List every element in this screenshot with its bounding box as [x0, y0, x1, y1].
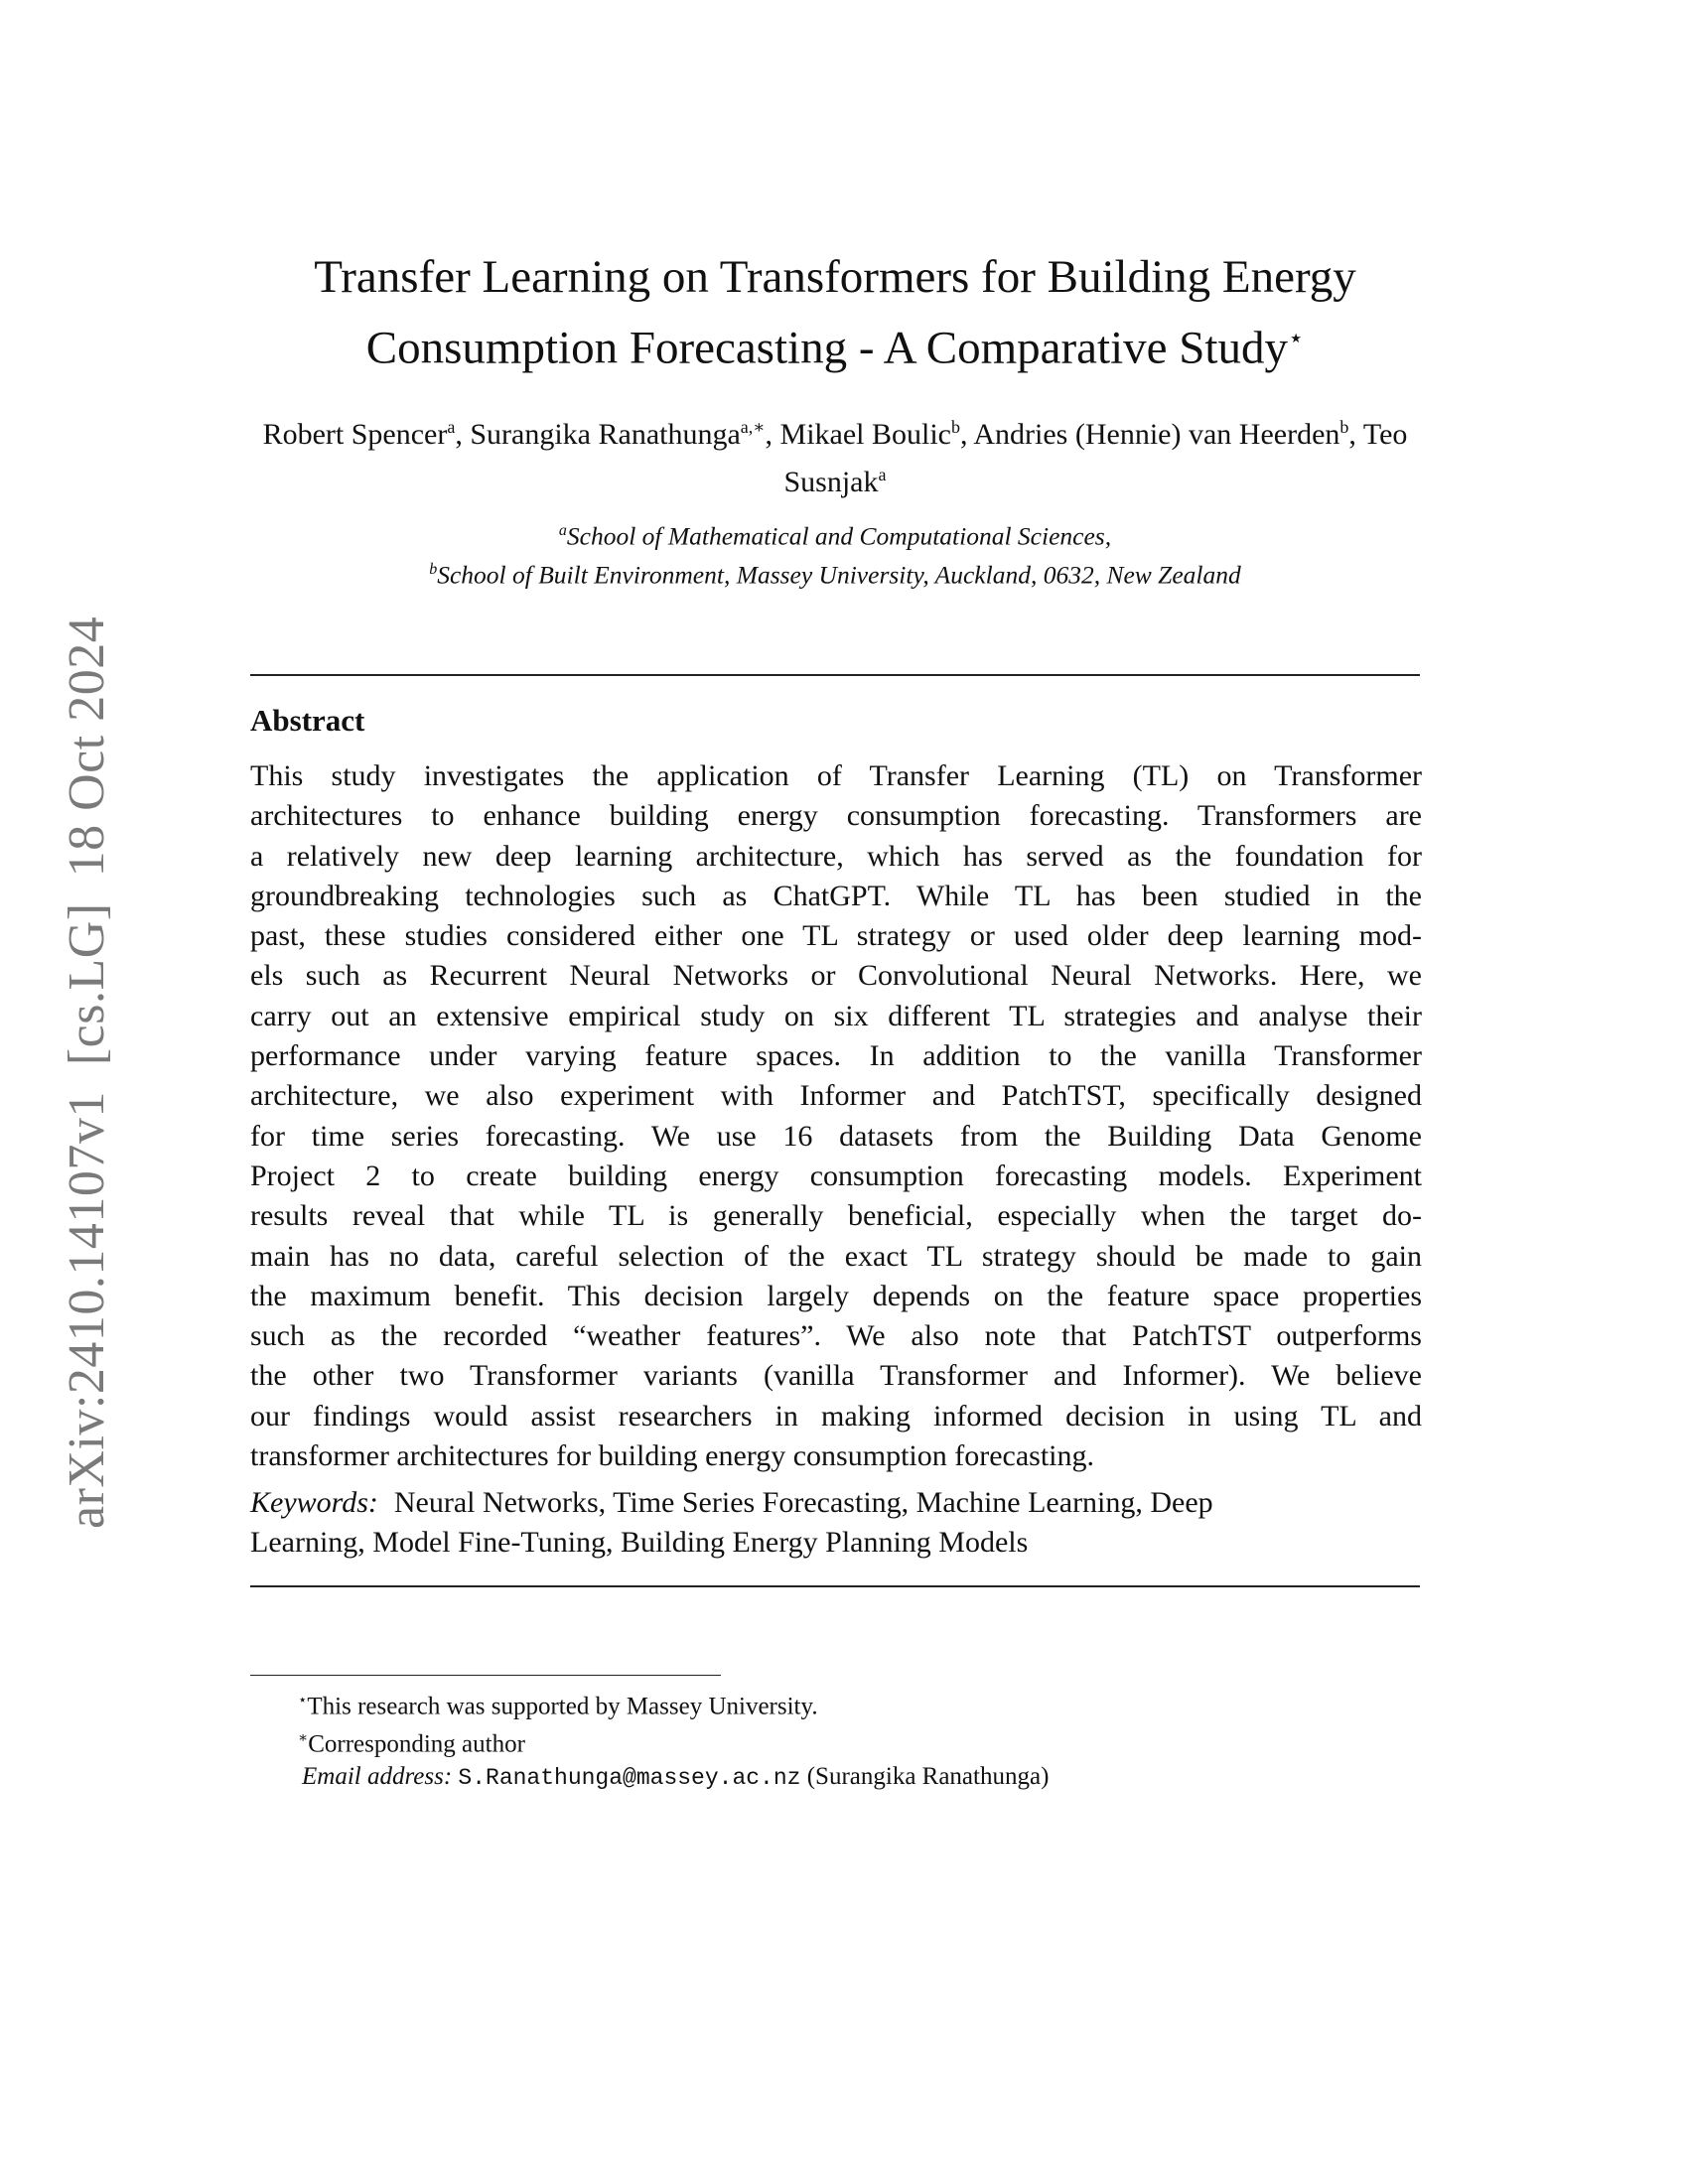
abstract-line: such as the recorded “weather features”. We also note that PatchTST outperforms [250, 1319, 1422, 1353]
abstract-line: Project 2 to create building energy consumption forecasting models. Experiment [250, 1159, 1422, 1192]
keywords [250, 1483, 1422, 1563]
affiliation [250, 514, 1420, 553]
abstract-line: past, these studies considered either one TL strategy or used older deep learning mod- [250, 919, 1422, 953]
abstract-line: transformer architectures for building energy consumption forecasting. [250, 1439, 1095, 1473]
author-affil-mark: a [878, 465, 887, 484]
abstract-top-rule [250, 674, 1420, 676]
abstract-line: architecture, we also experiment with Informer and PatchTST, specifically designed [250, 1079, 1422, 1113]
footnote-email [298, 1761, 1049, 1794]
title-line-2: Consumption Forecasting - A Comparative Study [365, 322, 1288, 374]
abstract-heading: Abstract [250, 703, 365, 738]
abstract-line: groundbreaking technologies such as ChatGPT. While TL has been studied in the [250, 879, 1422, 912]
footnotes [298, 1685, 1049, 1794]
author: Andries (Hennie) van Heerden [973, 418, 1340, 451]
footnote-text: This research was supported by Massey University. [307, 1693, 818, 1720]
abstract-line: a relatively new deep learning architecture, which has served as the foundation for [250, 839, 1422, 873]
footnote-funding [298, 1685, 1049, 1722]
abstract-line: the other two Transformer variants (vanilla Transformer and Informer). We believe [250, 1359, 1422, 1393]
affiliations [250, 514, 1420, 591]
author-affil-mark: a,∗ [740, 417, 766, 437]
footnote-rule [250, 1675, 721, 1676]
author-affil-mark: a [447, 417, 456, 437]
keywords-line-1 [250, 1483, 1422, 1523]
affil-text: School of Built Environment, Massey University, Auckland, 0632, New Zealand [437, 560, 1241, 589]
keywords-line-2: Learning, Model Fine-Tuning, Building Energy Planning Models [250, 1526, 1029, 1559]
abstract-line: our findings would assist researchers in making informed decision in using TL and [250, 1399, 1422, 1433]
abstract-line: architectures to enhance building energy consumption forecasting. Transformers are [250, 799, 1422, 833]
abstract-line: performance under varying feature spaces. In addition to the vanilla Transformer [250, 1039, 1422, 1073]
footnote-corresponding [298, 1722, 1049, 1760]
abstract-line: main has no data, careful selection of the exact TL strategy should be made to gain [250, 1239, 1422, 1273]
author: Robert Spencer [262, 418, 448, 451]
keywords-label: Keywords: [250, 1486, 378, 1519]
email-link[interactable]: S.Ranathunga@massey.ac.nz [458, 1764, 801, 1791]
abstract-line: for time series forecasting. We use 16 datasets from the Building Data Genome [250, 1119, 1422, 1153]
affil-mark: b [429, 560, 438, 578]
author-list: Robert Spencer$^a$, Surangika Ranathunga$^{a,∗}$, Mikael Boulic$^b$, Andries (Hennie) van Heerden$^b$, Teo Susnjak$^a$ [262, 417, 1408, 498]
abstract-line: This study investigates the application of Transfer Learning (TL) on Transformer [250, 759, 1422, 792]
email-owner: (Surangika Ranathunga) [806, 1762, 1050, 1790]
author: Surangika Ranathunga [470, 418, 741, 451]
abstract-line: carry out an extensive empirical study on six different TL strategies and analyse their [250, 999, 1422, 1032]
title-footnote-mark: ⋆ [1287, 324, 1305, 352]
arxiv-category: [cs.LG] [59, 902, 115, 1066]
arxiv-id: arXiv:2410.14107v1 [59, 1091, 115, 1529]
abstract-line: els such as Recurrent Neural Networks or Convolutional Neural Networks. Here, we [250, 959, 1422, 993]
author: Mikael Boulic [779, 418, 952, 451]
footnote-text: Corresponding author [308, 1730, 525, 1758]
abstract-line: the maximum benefit. This decision largely depends on the feature space properties [250, 1279, 1422, 1312]
arxiv-date: 18 Oct 2024 [59, 615, 115, 878]
title-line-1: Transfer Learning on Transformers for Building Energy [314, 251, 1356, 303]
paper-title [250, 246, 1420, 379]
affil-text: School of Mathematical and Computational Sciences, [566, 521, 1112, 551]
author-affil-mark: b [1339, 417, 1349, 437]
affiliation [250, 553, 1420, 592]
affil-mark: a [558, 522, 567, 539]
footnote-mark: ⋆ [298, 1693, 308, 1708]
author-affil-mark: b [951, 417, 961, 437]
keywords-text: Neural Networks, Time Series Forecasting, Machine Learning, Deep [393, 1486, 1213, 1519]
abstract-body [250, 756, 1422, 1476]
abstract-line: results reveal that while TL is generally beneficial, especially when the target do- [250, 1199, 1422, 1233]
author: Teo Susnjak [783, 418, 1408, 498]
arxiv-stamp [58, 536, 116, 1529]
footnote-mark: ∗ [298, 1730, 309, 1747]
abstract-bottom-rule [250, 1585, 1420, 1587]
email-label: Email address: [302, 1762, 453, 1790]
